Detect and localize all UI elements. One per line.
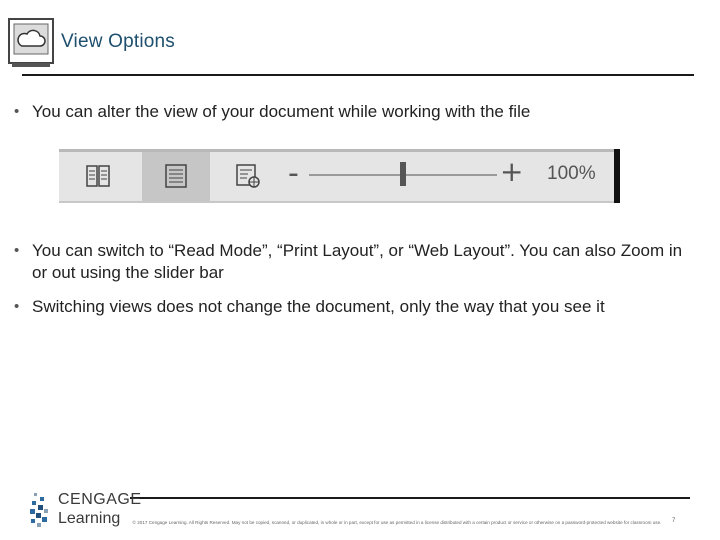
bullet-dot: •: [14, 242, 20, 259]
bullet-item: [14, 296, 694, 318]
bullet-dot: •: [14, 298, 20, 315]
print-layout-icon: [163, 163, 189, 189]
web-layout-icon: [235, 163, 261, 189]
zoom-out-button[interactable]: -: [288, 156, 299, 191]
web-layout-button[interactable]: [214, 152, 282, 201]
logo-wordmark-bottom: Learning: [58, 510, 121, 527]
page-number: 7: [672, 518, 676, 524]
zoom-in-button[interactable]: +: [500, 155, 524, 188]
bullet-item: [14, 240, 694, 284]
footer-divider: [130, 497, 690, 499]
bullet-dot: •: [14, 103, 20, 120]
bullet-text: Switching views does not change the document, only the way that you see it: [32, 297, 605, 316]
title-divider: [22, 74, 694, 76]
status-bar-bottom-border: [59, 201, 620, 203]
print-layout-button[interactable]: [142, 152, 210, 201]
read-mode-icon: [85, 163, 111, 189]
cengage-mark-icon: [28, 491, 56, 533]
zoom-slider-thumb[interactable]: [400, 162, 406, 186]
status-bar-edge: [614, 149, 620, 203]
copyright-notice: © 2017 Cengage Learning. All Rights Reserved. May not be copied, scanned, or duplicated, in whole or in part, except for use as permitted in a license distributed with a certain product or service or otherwise on a password-protected website for classroom use.: [132, 520, 662, 525]
bullet-item: [14, 101, 694, 123]
cengage-logo: [28, 487, 142, 533]
logo-wordmark-top: CENGAGE: [58, 491, 142, 508]
read-mode-button[interactable]: [64, 152, 132, 201]
bullet-text: You can alter the view of your document while working with the file: [32, 102, 531, 121]
word-status-bar: [59, 149, 620, 203]
cloud-monitor-icon: [8, 18, 54, 70]
slide-title: View Options: [61, 31, 175, 52]
bullet-text: You can switch to “Read Mode”, “Print Layout”, or “Web Layout”. You can also Zoom in or out using the slider bar: [32, 241, 683, 282]
zoom-level[interactable]: 100%: [547, 163, 596, 184]
